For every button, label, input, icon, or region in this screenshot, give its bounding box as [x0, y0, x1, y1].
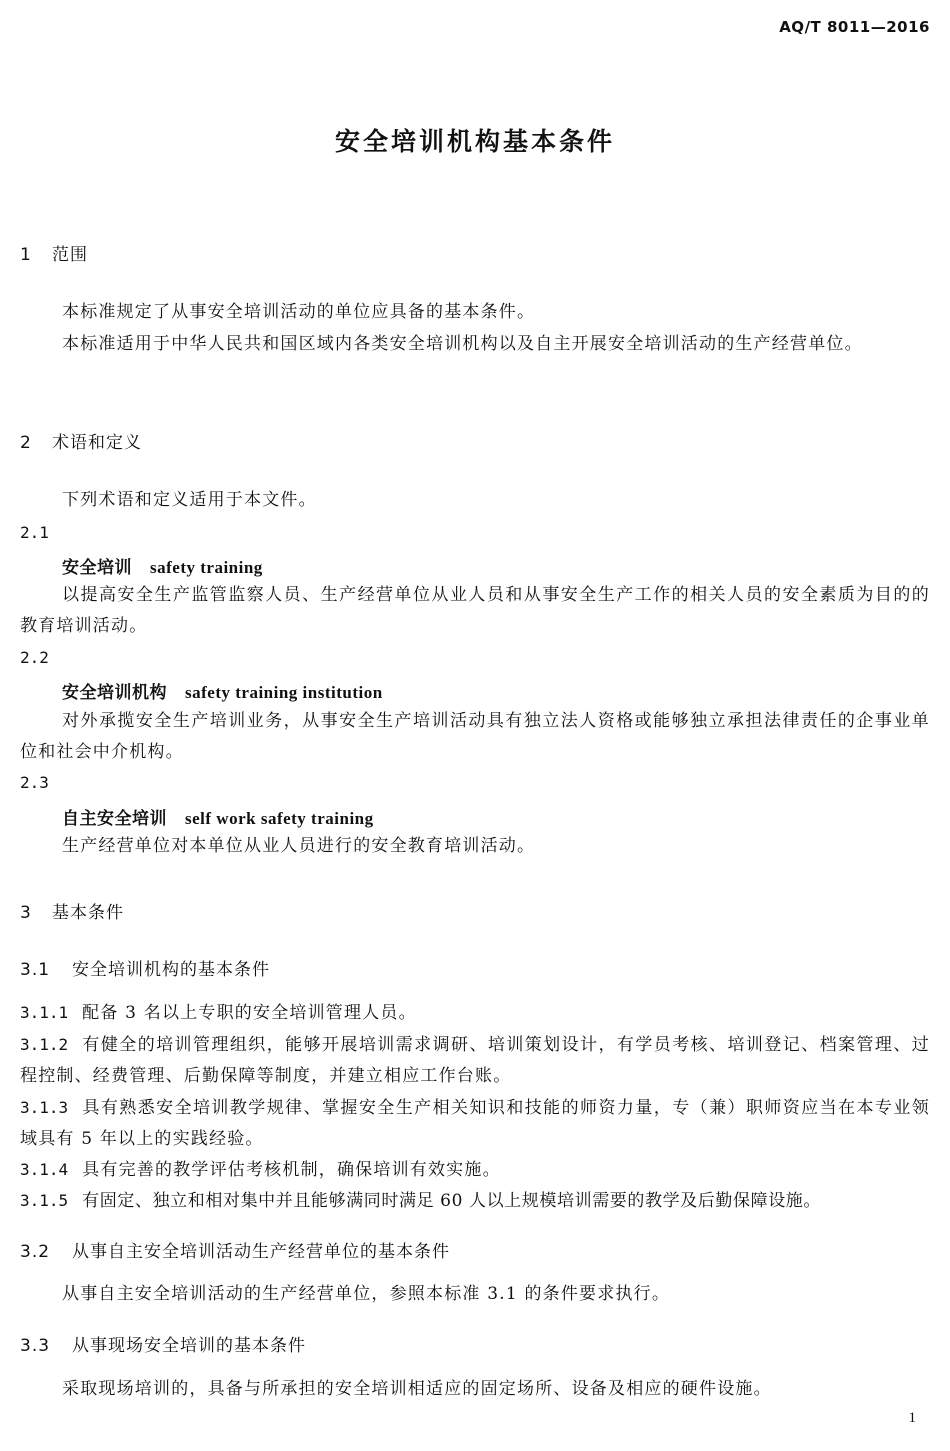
- section-1-paragraph-2: 本标准适用于中华人民共和国区域内各类安全培训机构以及自主开展安全培训活动的生产经营单位。: [62, 334, 863, 354]
- clause-number: 3.1.3: [20, 1098, 69, 1117]
- section-number: 2: [20, 433, 32, 453]
- term-heading: [62, 804, 374, 829]
- clause: [20, 1029, 930, 1092]
- term-chinese: 自主安全培训: [62, 809, 167, 829]
- subsection-3-1-heading: [20, 955, 270, 980]
- term-definition: 对外承揽安全生产培训业务，从事安全生产培训活动具有独立法人资格或能够独立承担法律责任的企事业单位和社会中介机构。: [20, 711, 930, 762]
- subsection-3-3-text: 采取现场培训的，具备与所承担的安全培训相适应的固定场所、设备及相应的硬件设施。: [62, 1379, 772, 1399]
- clause-text: 配备 3 名以上专职的安全培训管理人员。: [82, 1003, 417, 1023]
- section-title: 术语和定义: [52, 433, 142, 453]
- section-1-heading: [20, 240, 88, 265]
- term-number: 2.1: [20, 523, 49, 542]
- section-3-heading: [20, 898, 124, 923]
- clause-number: 3.1.5: [20, 1191, 69, 1210]
- section-2-heading: [20, 428, 142, 453]
- term-english: self work safety training: [185, 809, 374, 828]
- section-title: 范围: [52, 245, 88, 265]
- clause-text: 具有完善的教学评估考核机制，确保培训有效实施。: [82, 1160, 501, 1180]
- subsection-number: 3.3: [20, 1336, 51, 1356]
- term-definition: 以提高安全生产监管监察人员、生产经营单位从业人员和从事安全生产工作的相关人员的安全素质为目的的教育培训活动。: [20, 585, 930, 636]
- clause: [20, 1092, 930, 1155]
- subsection-number: 3.2: [20, 1242, 51, 1262]
- section-number: 1: [20, 245, 32, 265]
- clause: [20, 1154, 930, 1186]
- section-2-intro: 下列术语和定义适用于本文件。: [62, 490, 317, 510]
- page-number: 1: [908, 1410, 916, 1426]
- subsection-3-2-heading: [20, 1237, 450, 1262]
- term-number: 2.2: [20, 648, 49, 667]
- term-number: 2.3: [20, 773, 49, 792]
- section-1-paragraph-1: 本标准规定了从事安全培训活动的单位应具备的基本条件。: [62, 302, 536, 322]
- clause: [20, 997, 930, 1029]
- term-english: safety training institution: [185, 683, 383, 702]
- standard-number: AQ/T 8011—2016: [779, 18, 930, 36]
- clause-text: 有固定、独立和相对集中并且能够满同时满足 60 人以上规模培训需要的教学及后勤保障设施。: [82, 1191, 822, 1211]
- subsection-title: 从事现场安全培训的基本条件: [72, 1336, 306, 1356]
- subsection-title: 从事自主安全培训活动生产经营单位的基本条件: [72, 1242, 450, 1262]
- subsection-number: 3.1: [20, 960, 51, 980]
- term-english: safety training: [150, 558, 263, 577]
- subsection-3-3-heading: [20, 1331, 306, 1356]
- clause-number: 3.1.4: [20, 1160, 69, 1179]
- term-definition: 生产经营单位对本单位从业人员进行的安全教育培训活动。: [62, 836, 536, 856]
- subsection-title: 安全培训机构的基本条件: [72, 960, 270, 980]
- clause-text: 具有熟悉安全培训教学规律、掌握安全生产相关知识和技能的师资力量，专（兼）职师资应当在本专业领域具有 5 年以上的实践经验。: [20, 1098, 930, 1149]
- clause-number: 3.1.2: [20, 1035, 69, 1054]
- term-chinese: 安全培训机构: [62, 683, 167, 703]
- clause-text: 有健全的培训管理组织，能够开展培训需求调研、培训策划设计，有学员考核、培训登记、档案管理、过程控制、经费管理、后勤保障等制度，并建立相应工作台账。: [20, 1035, 930, 1086]
- term-chinese: 安全培训: [62, 558, 132, 578]
- section-title: 基本条件: [52, 903, 124, 923]
- section-number: 3: [20, 903, 32, 923]
- document-title: 安全培训机构基本条件: [334, 127, 615, 156]
- term-heading: [62, 678, 383, 703]
- term-heading: [62, 553, 263, 578]
- subsection-3-2-text: 从事自主安全培训活动的生产经营单位，参照本标准 3.1 的条件要求执行。: [62, 1284, 671, 1304]
- clause: [20, 1185, 930, 1217]
- clause-number: 3.1.1: [20, 1003, 69, 1022]
